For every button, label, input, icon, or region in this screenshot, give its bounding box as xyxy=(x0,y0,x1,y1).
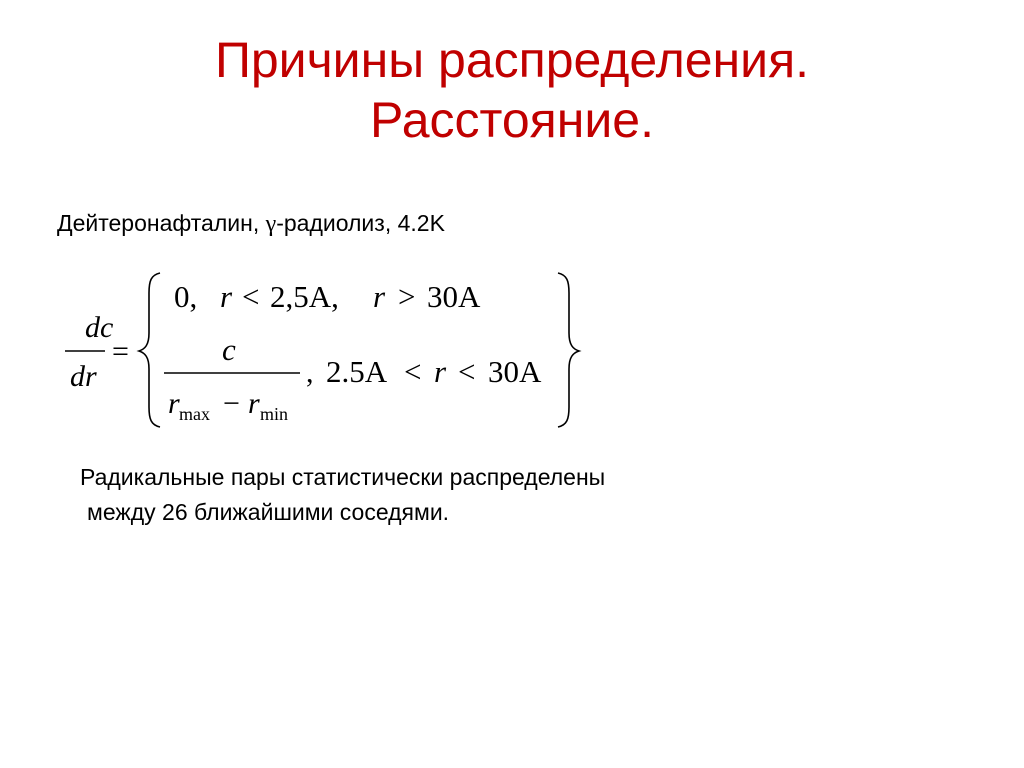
case2-den-minus: − xyxy=(223,387,240,420)
case2-numerator: c xyxy=(222,332,236,367)
experiment-substance: Дейтеронафталин, xyxy=(57,210,266,236)
case1-greater-than: > xyxy=(398,279,416,314)
formula-lhs-numerator: dc xyxy=(85,311,114,344)
distribution-formula xyxy=(60,265,600,430)
gamma-symbol: γ xyxy=(265,211,277,237)
case1-less-than: < xyxy=(242,279,260,314)
case2-den-sub-min: min xyxy=(260,404,289,424)
formula-lhs-denominator: dr xyxy=(70,360,97,393)
slide-title xyxy=(0,30,1024,150)
case2-r: r xyxy=(434,354,447,389)
note-line-1: Радикальные пары статистически распределены xyxy=(80,464,606,490)
slide-title-line-2: Расстояние. xyxy=(370,92,654,148)
case1-r: r xyxy=(220,279,233,314)
experiment-conditions: -радиолиз, 4.2K xyxy=(276,210,445,236)
experiment-description xyxy=(57,210,445,238)
slide-title-line-1: Причины распределения. xyxy=(214,32,810,88)
case1-upper-bound: 30A xyxy=(427,279,481,314)
formula-equals: = xyxy=(112,335,129,368)
case2-less-than-1: < xyxy=(404,354,422,389)
case2-den-sub-max: max xyxy=(179,404,210,424)
note-line-2: между 26 ближайшими соседями. xyxy=(87,499,450,525)
case1-lower-bound: 2,5A, xyxy=(270,279,339,314)
distribution-note xyxy=(80,460,605,530)
case2-less-than-2: < xyxy=(458,354,476,389)
case1-zero: 0, xyxy=(174,279,198,314)
formula-left-brace xyxy=(139,273,160,427)
case2-lower-bound: 2.5A xyxy=(326,354,388,389)
case2-den-r2: r xyxy=(248,387,260,420)
case2-den-r1: r xyxy=(168,387,180,420)
formula-right-brace xyxy=(558,273,579,427)
case1-r-second: r xyxy=(373,279,386,314)
case2-comma: , xyxy=(306,356,314,389)
case2-upper-bound: 30A xyxy=(488,354,542,389)
